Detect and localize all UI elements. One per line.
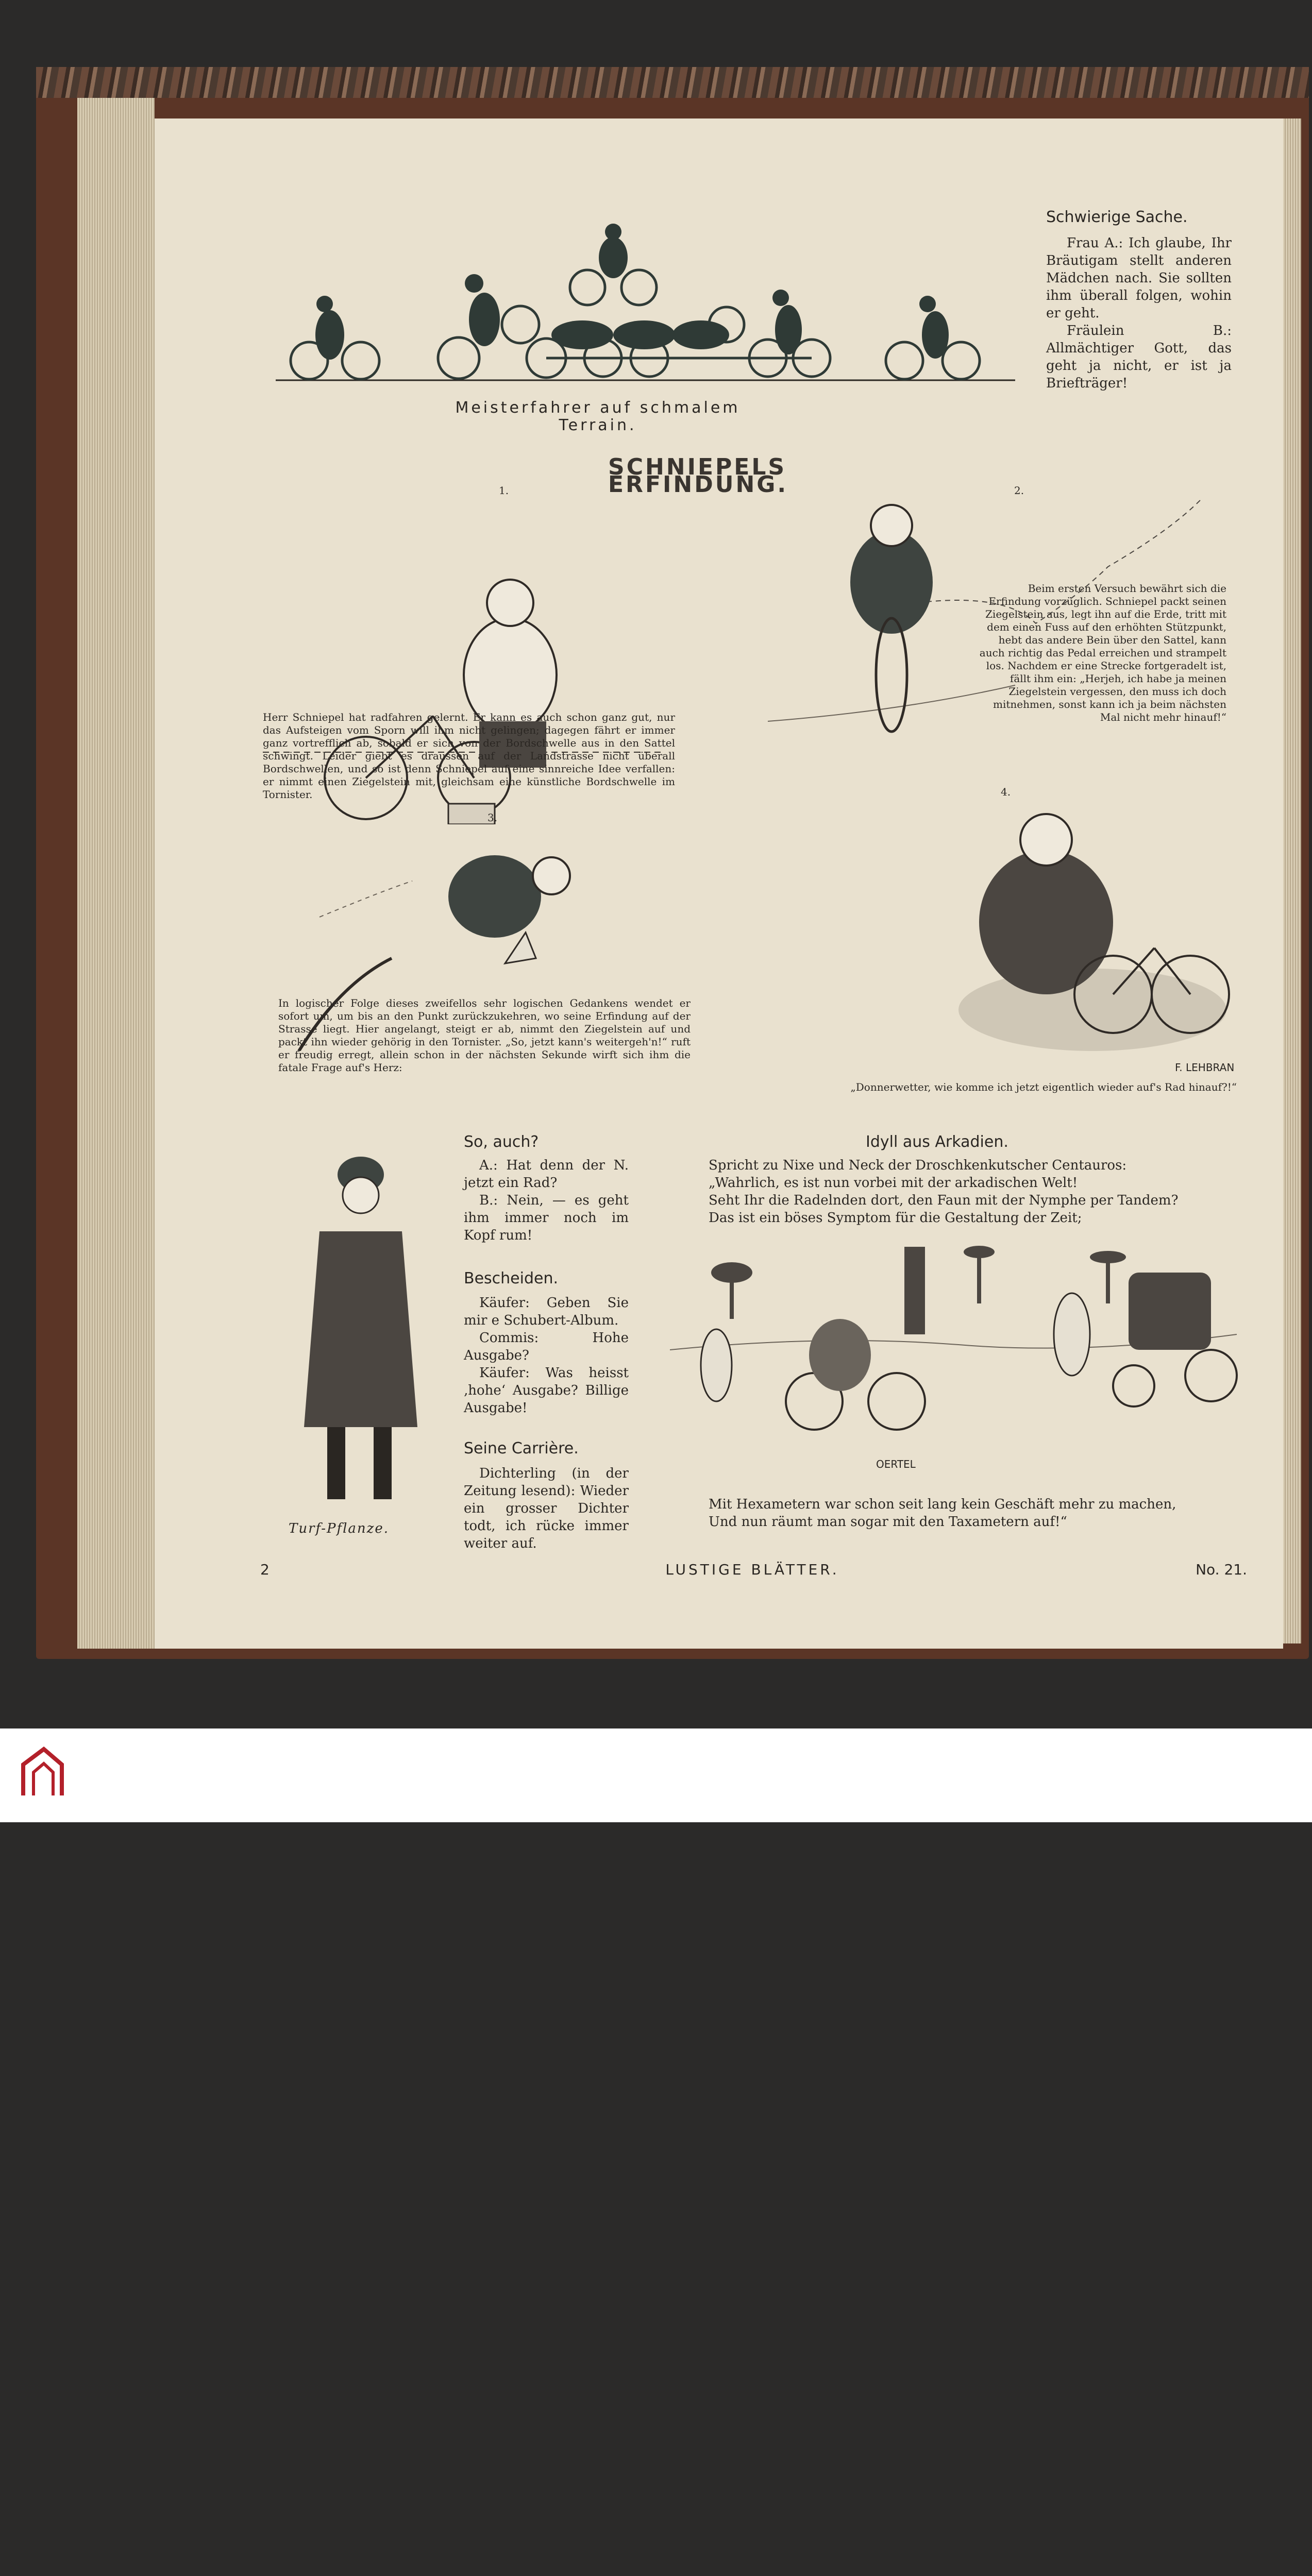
journal-name: LUSTIGE BLÄTTER. (665, 1561, 839, 1578)
jockey-illustration (289, 1144, 438, 1520)
page-stack-right (1283, 118, 1301, 1643)
idyll-line2: „Wahrlich, es ist nun vorbei mit der arkadischen Welt! (709, 1175, 1078, 1191)
turf-caption: Turf-Pflanze. (289, 1521, 390, 1536)
idyll-title: Idyll aus Arkadien. (866, 1133, 1008, 1151)
panel-number-1: 1. (499, 484, 509, 497)
page-stack-left (77, 98, 155, 1649)
carriere-title: Seine Carrière. (464, 1439, 579, 1458)
panel1-text: Herr Schniepel hat radfahren gelernt. Er kann es auch schon ganz gut, nur das Aufsteigen vom Sporn will ihm nicht gelingen; dagegen fährt er immer ganz vortrefflich ab, sobald er sich von der Bordschwelle aus in den Sattel schwingt. Leider giebt es draussen auf der Landstrasse nicht überall Bordschwellen, und so ist denn Schniepel auf eine sinnreiche Idee verfallen: er nimmt einen Ziegelstein mit, gleichsam eine künstliche Bordschwelle im Tornister. (263, 711, 675, 801)
panel2-text: Beim ersten Versuch bewährt sich die Erfindung vorzüglich. Schniepel packt seinen Ziegelstein aus, legt ihn auf die Erde, tritt mit dem einen Fuss auf den erhöhten Stützpunkt, hebt das andere Bein über den Sattel, kann auch richtig das Pedal erreichen und strampelt los. Nachdem er eine Strecke fortgeradelt ist, fällt ihm ein: „Herjeh, ich habe ja meinen Ziegelstein vergessen, den muss ich doch mitnehmen, sonst kann ich ja beim nächsten Mal nicht mehr hinauf!“ (979, 582, 1226, 723)
magazine-page (155, 118, 1283, 1649)
panel-number-4: 4. (1001, 786, 1011, 798)
bescheiden-title: Bescheiden. (464, 1269, 559, 1287)
so-auch-line1: A.: Hat denn der N. jetzt ein Rad? (464, 1158, 629, 1191)
schwierige-text1: Frau A.: Ich glaube, Ihr Bräutigam stellt anderen Mädchen nach. Sie sollten ihm überall folgen, wohin er geht. (1046, 235, 1232, 321)
marbled-edge (36, 67, 1309, 98)
so-auch-line2: B.: Nein, — es geht ihm immer noch im Kopf rum! (464, 1193, 629, 1243)
idyll-line3: Seht Ihr die Radelnden dort, den Faun mit der Nymphe per Tandem? (709, 1193, 1179, 1208)
schwierige-title: Schwierige Sache. (1046, 208, 1188, 226)
page-number: 2 (260, 1561, 270, 1578)
idyll-line5: Mit Hexametern war schon seit lang kein Geschäft mehr zu machen, (709, 1497, 1176, 1512)
panel4-signature: F. LEHBRAN (1175, 1061, 1235, 1074)
cyclists-illustration (273, 216, 1036, 386)
story-title: SCHNIEPELS ERFINDUNG. (608, 454, 788, 498)
bescheiden-line2: Commis: Hohe Ausgabe? (464, 1330, 629, 1363)
idyll-signature: OERTEL (876, 1458, 916, 1470)
library-logo-icon (18, 1744, 67, 1801)
panel-number-2: 2. (1014, 484, 1024, 497)
so-auch-title: So, auch? (464, 1133, 539, 1151)
panel4-illustration (840, 793, 1242, 1082)
library-banner (0, 1728, 1312, 1822)
idyll-line4: Das ist ein böses Symptom für die Gestaltung der Zeit; (709, 1210, 1082, 1226)
idyll-line6: Und nun räumt man sogar mit den Taxametern auf!“ (709, 1514, 1067, 1530)
panel-number-3: 3. (487, 811, 498, 824)
arcadia-illustration (670, 1231, 1247, 1468)
top-caption: Meisterfahrer auf schmalem Terrain. (455, 399, 741, 434)
panel3-text: In logischer Folge dieses zweifellos sehr logischen Gedankens wendet er sofort um, um bis an den Punkt zurückzukehren, wo seine Erfindung auf der Strasse liegt. Hier angelangt, steigt er ab, nimmt den Ziegelstein auf und packt ihn wieder gehörig in den Tornister. „So, jetzt kann's weitergeh'n!“ ruft er freudig erregt, allein schon in der nächsten Sekunde wirft sich ihm die fatale Frage auf's Herz: (278, 997, 691, 1074)
bescheiden-line1: Käufer: Geben Sie mir e Schubert-Album. (464, 1295, 629, 1328)
idyll-line1: Spricht zu Nixe und Neck der Droschkenkutscher Centauros: (709, 1158, 1127, 1173)
schwierige-text2: Fräulein B.: Allmächtiger Gott, das geht ja nicht, er ist ja Briefträger! (1046, 323, 1232, 391)
issue-number: No. 21. (1196, 1561, 1247, 1578)
carriere-text: Dichterling (in der Zeitung lesend): Wieder ein grosser Dichter todt, ich rücke immer weiter auf. (464, 1466, 629, 1551)
panel4-text: „Donnerwetter, wie komme ich jetzt eigentlich wieder auf's Rad hinauf?!“ (850, 1081, 1237, 1093)
bescheiden-line3: Käufer: Was heisst ‚hohe‘ Ausgabe? Billige Ausgabe! (464, 1365, 629, 1416)
